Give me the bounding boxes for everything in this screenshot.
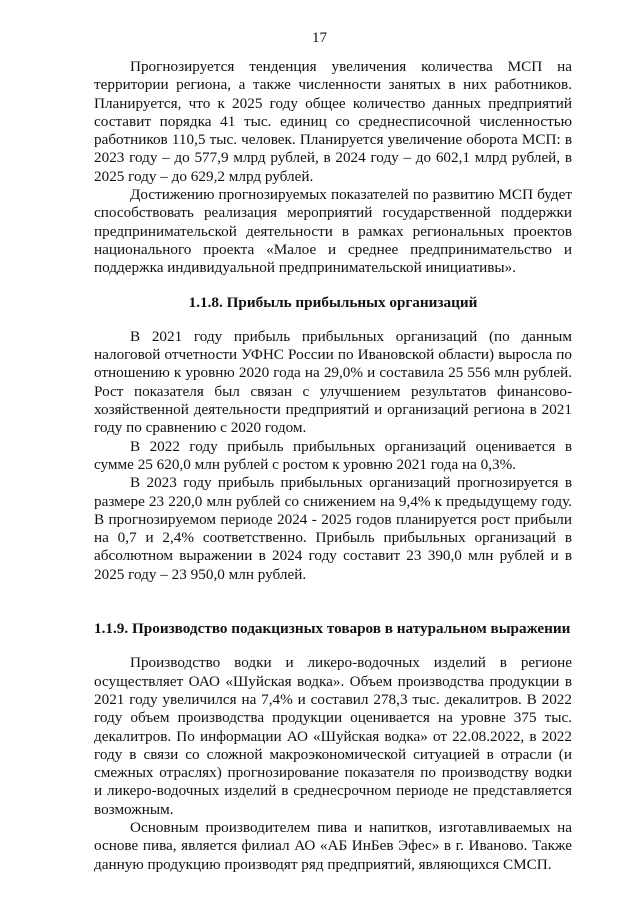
page-content — [94, 58, 572, 874]
section-heading-excise-goods: 1.1.9. Производство подакцизных товаров в натуральном выражении — [94, 620, 571, 638]
paragraph-msp-support: Достижению прогнозируемых показателей по развитию МСП будет способствовать реализация мероприятий государственной поддержки предпринимательской деятельности в рамках региональных проектов национального проекта «Малое и среднее предпринимательство и поддержка индивидуальной предпринимательской инициативы». — [94, 186, 572, 277]
paragraph-msp-forecast: Прогнозируется тенденция увеличения количества МСП на территории региона, а также численности занятых в них работников. Планируется, что к 2025 году общее количество данных предприятий составит порядка 41 тыс. единиц со среднесписочной численностью работников 110,5 тыс. человек. Планируется увеличение оборота МСП: в 2023 году – до 577,9 млрд рублей, в 2024 году – до 602,1 млрд рублей, в 2025 году – до 629,2 млрд рублей. — [94, 58, 572, 185]
paragraph-vodka-production: Производство водки и ликеро-водочных изделий в регионе осуществляет ОАО «Шуйская водка». Объем производства продукции в 2021 году увеличился на 7,4% и составил 278,3 тыс. декалитров. В 2022 году объем производства продукции оценивается на уровне 375 тыс. декалитров. По информации АО «Шуйская водка» от 22.08.2022, в 2022 году в связи со сложной макроэкономической ситуацией в отрасли (и смежных отраслях) прогнозирование показателя по производству водки и ликеро-водочных изделий в среднесрочном периоде не представляется возможным. — [94, 654, 572, 818]
paragraph-beer-production: Основным производителем пива и напитков, изготавливаемых на основе пива, является филиал АО «АБ ИнБев Эфес» в г. Иваново. Также данную продукцию производят ряд предприятий, являющихся СМСП. — [94, 818, 572, 873]
page-number: 17 — [312, 30, 327, 46]
paragraph-profit-2023: В 2023 году прибыль прибыльных организаций прогнозируется в размере 23 220,0 млн рублей со снижением на 9,4% к предыдущему году. В прогнозируемом периоде 2024 - 2025 годов планируется рост прибыли на 0,7 и 2,4% соответственно. Прибыль прибыльных организаций в абсолютном выражении в 2024 году составит 23 390,0 млн рублей и в 2025 году – 23 950,0 млн рублей. — [94, 474, 572, 583]
paragraph-profit-2022: В 2022 году прибыль прибыльных организаций оценивается в сумме 25 620,0 млн рублей с ростом к уровню 2021 года на 0,3%. — [94, 437, 572, 473]
section-heading-profit: 1.1.8. Прибыль прибыльных организаций — [188, 293, 478, 311]
paragraph-profit-2021: В 2021 году прибыль прибыльных организаций (по данным налоговой отчетности УФНС России по Ивановской области) выросла по отношению к уровню 2020 года на 29,0% и составила 25 556 млн рублей. Рост показателя был связан с улучшением результатов финансово-хозяйственной деятельности предприятий и организаций региона в 2021 году по сравнению с 2020 годом. — [94, 327, 572, 437]
